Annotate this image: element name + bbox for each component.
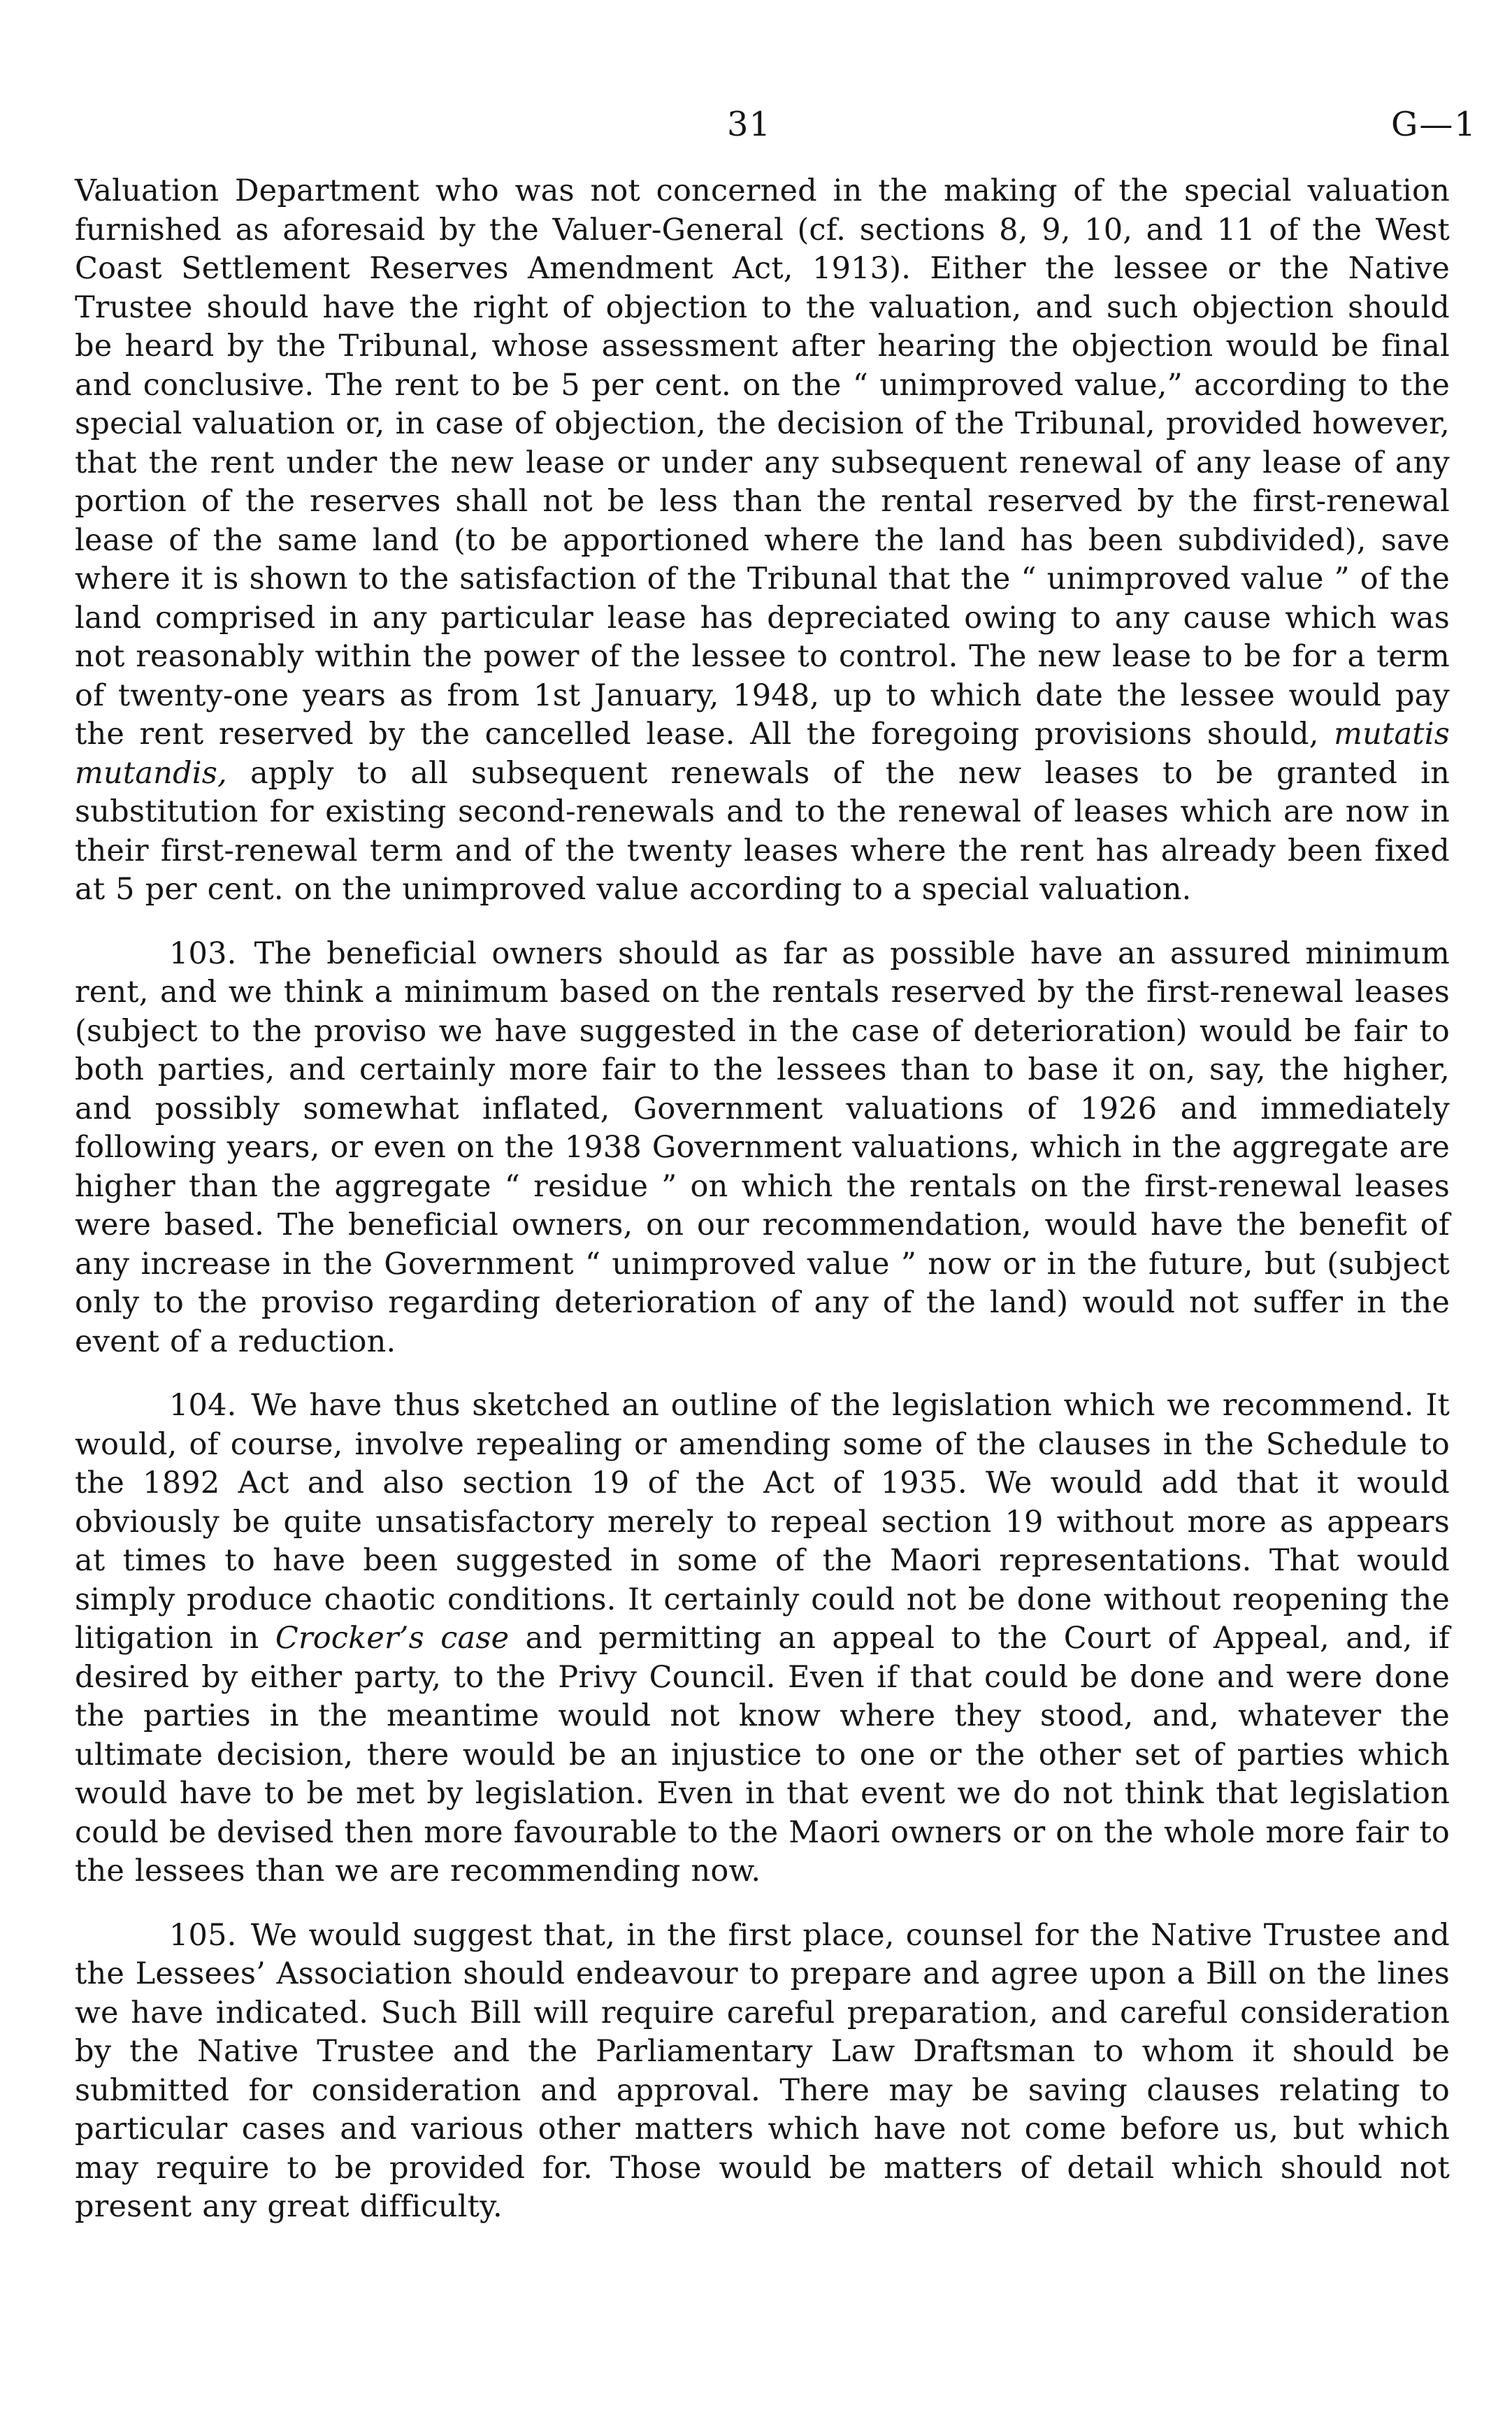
document-body: [75, 172, 1450, 2227]
paragraph-text: We would suggest that, in the first place, counsel for the Native Trustee and the Lessees’ Association should endeavour to prepare and agree upon a Bill on the lines we have indicated. Such Bill will require careful preparation, and careful consideration by the Native Trustee and the Parliamentary Law Draftsman to whom it should be submitted for consideration and approval. There may be saving clauses relating to particular cases and various other matters which have not come before us, but which may require to be provided for. Those would be matters of detail which should not present any great difficulty.: [75, 1917, 1450, 2224]
paragraph-number: 104.: [169, 1388, 237, 1423]
page-number: 31: [727, 105, 772, 144]
paragraph-text: The beneficial owners should as far as possible have an assured minimum rent, and we think a minimum based on the rentals reserved by the first-renewal leases (subject to the proviso we have suggested in the case of deterioration) would be fair to both parties, and certainly more fair to the lessees than to base it on, say, the higher, and possibly somewhat inflated, Government valuations of 1926 and immediately following years, or even on the 1938 Government valuations, which in the aggregate are higher than the aggregate “ residue ” on which the rentals on the first-renewal leases were based. The beneficial owners, on our recommendation, would have the benefit of any increase in the Government “ unimproved value ” now or in the future, but (subject only to the proviso regarding deterioration of any of the land) would not suffer in the event of a reduction.: [75, 936, 1450, 1359]
paragraph-105: [75, 1916, 1450, 2227]
paragraph-continued: [75, 172, 1450, 910]
paragraph-text: Valuation Department who was not concerned in the making of the special valuation furnished as aforesaid by the Valuer-General (cf. sections 8, 9, 10, and 11 of the West Coast Settlement Reserves Amendment Act, 1913). Either the lessee or the Native Trustee should have the right of objection to the valuation, and such objection should be heard by the Tribunal, whose assessment after hearing the objection would be final and conclusive. The rent to be 5 per cent. on the “ unimproved value,” according to the special valuation or, in case of objection, the decision of the Tribunal, provided however, that the rent under the new lease or under any subsequent renewal of any lease of any portion of the reserves shall not be less than the rental reserved by the first-renewal lease of the same land (to be apportioned where the land has been subdivided), save where it is shown to the satisfaction of the Tribunal that the “ unimproved value ” of the land comprised in any particular lease has depreciated owing to any cause which was not reasonably within the power of the lessee to control. The new lease to be for a term of twenty-one years as from 1st January, 1948, up to which date the lessee would pay the rent reserved by the cancelled lease. All the foregoing provisions should,: [75, 173, 1450, 752]
paragraph-text: apply to all subsequent renewals of the new leases to be granted in substitution for existing second-renewals and to the renewal of leases which are now in their first-renewal term and of the twenty leases where the rent has already been fixed at 5 per cent. on the unimproved value according to a special valuation.: [75, 755, 1450, 907]
paragraph-number: 103.: [169, 936, 237, 971]
paragraph-number: 105.: [169, 1917, 237, 1953]
document-reference: G—1: [1391, 105, 1477, 144]
paragraph-text: We have thus sketched an outline of the legislation which we recommend. It would, of course, involve repealing or amending some of the clauses in the Schedule to the 1892 Act and also section 19 of the Act of 1935. We would add that it would obviously be quite unsatisfactory merely to repeal section 19 without more as appears at times to have been suggested in some of the Maori representations. That would simply produce chaotic conditions. It certainly could not be done without reopening the litigation in: [75, 1388, 1450, 1656]
italic-phrase: mutatis mutandis,: [75, 717, 1450, 791]
paragraph-text: and permitting an appeal to the Court of Appeal, and, if desired by either party, to the Privy Council. Even if that could be done and were done the parties in the meantime would not know where they stood, and, whatever the ultimate decision, there would be an injustice to one or the other set of parties which would have to be met by legislation. Even in that event we do not think that legislation could be devised then more favourable to the Maori owners or on the whole more fair to the lessees than we are recommending now.: [75, 1621, 1450, 1889]
page-header: [0, 105, 1512, 154]
paragraph-103: [75, 935, 1450, 1362]
case-name: Crocker’s case: [275, 1621, 510, 1656]
paragraph-104: [75, 1386, 1450, 1891]
